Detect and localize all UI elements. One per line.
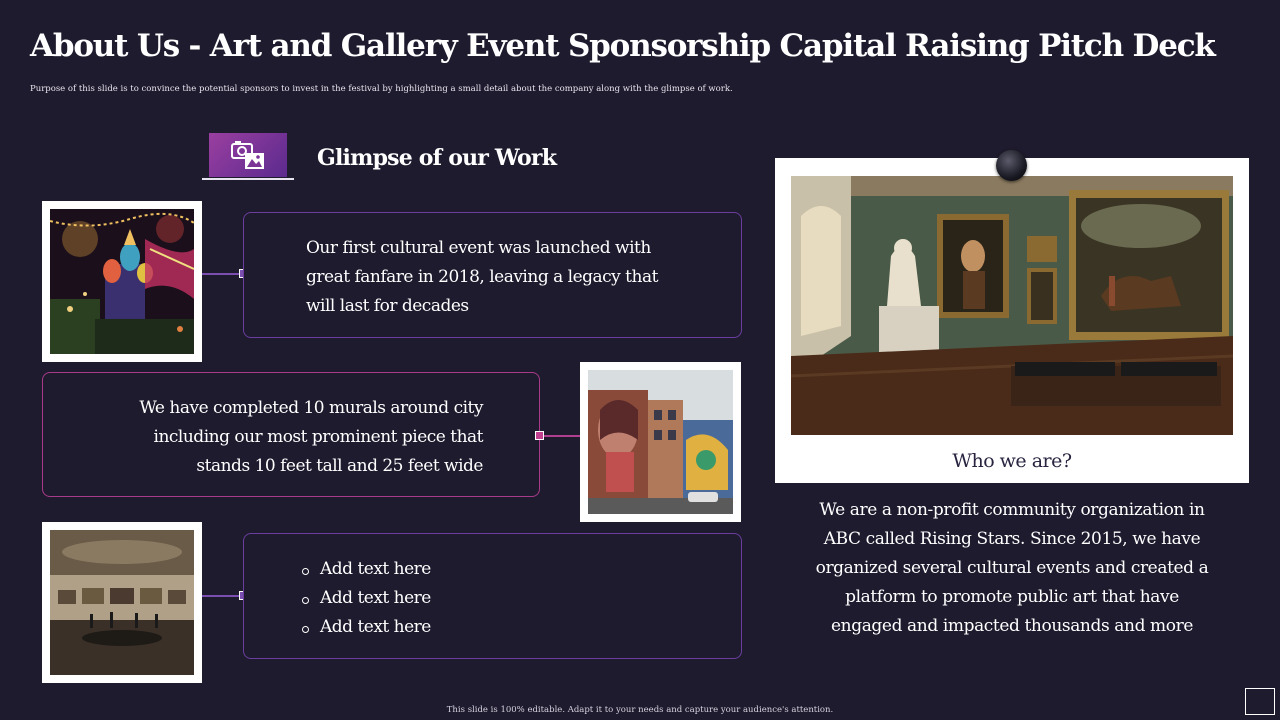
slide-title: About Us - Art and Gallery Event Sponsorship Capital Raising Pitch Deck bbox=[30, 28, 1215, 64]
slide-subtitle: Purpose of this slide is to convince the potential sponsors to invest in the festival by highlighting a small detail about the company along with the glimpse of work. bbox=[30, 84, 733, 94]
bullet-item: Add text here bbox=[302, 555, 602, 584]
connector-2 bbox=[540, 435, 580, 437]
connector-node-2 bbox=[535, 431, 544, 440]
text-box-2 bbox=[42, 372, 540, 497]
pushpin-icon bbox=[996, 150, 1027, 181]
camera-gallery-icon bbox=[209, 133, 287, 177]
gallery-hall-photo-frame bbox=[42, 522, 202, 683]
connector-3 bbox=[202, 595, 243, 597]
footer-note: This slide is 100% editable. Adapt it to your needs and capture your audience's attention. bbox=[446, 705, 834, 715]
bullet-list bbox=[302, 555, 602, 642]
about-description: We are a non-profit community organization in ABC called Rising Stars. Since 2015, we have organized several cultural events and created a platform to promote public art that have engaged and impacted thousands and more bbox=[815, 500, 1209, 636]
street-mural-photo bbox=[588, 370, 733, 514]
text-box-1 bbox=[243, 212, 742, 338]
item-2-text: We have completed 10 murals around city including our most prominent piece that stands 10 feet tall and 25 feet wide bbox=[139, 398, 483, 476]
connector-1 bbox=[202, 273, 243, 275]
fairground-carousel-photo bbox=[50, 209, 194, 354]
bullet-item: Add text here bbox=[302, 613, 602, 642]
museum-gallery-photo bbox=[791, 176, 1233, 435]
item-1-text: Our first cultural event was launched with great fanfare in 2018, leaving a legacy that will last for decades bbox=[306, 238, 658, 316]
text-box-3 bbox=[243, 533, 742, 659]
corner-frame-icon bbox=[1245, 688, 1275, 715]
section-heading: Glimpse of our Work bbox=[317, 145, 557, 171]
gallery-hall-photo bbox=[50, 530, 194, 675]
fairground-photo-frame bbox=[42, 201, 202, 362]
bullet-item: Add text here bbox=[302, 584, 602, 613]
icon-underline bbox=[202, 178, 294, 180]
who-we-are-caption: Who we are? bbox=[952, 450, 1072, 472]
mural-photo-frame bbox=[580, 362, 741, 522]
museum-photo-frame bbox=[775, 158, 1249, 483]
